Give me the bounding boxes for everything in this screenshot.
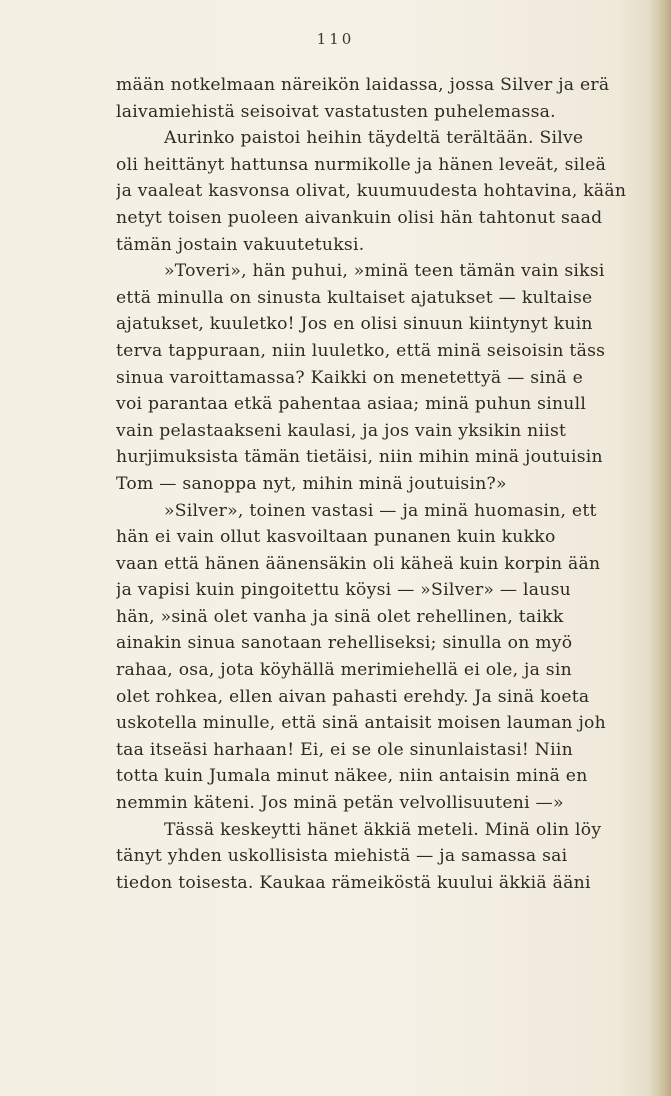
text-line: netyt toisen puoleen aivankuin olisi hän tahtonut saad [116, 207, 603, 228]
text-line: ja vaaleat kasvonsa olivat, kuumuudesta hohtavina, kään [116, 181, 627, 202]
text-line: olet rohkea, ellen aivan pahasti erehdy. Ja sinä koeta [116, 686, 590, 707]
text-line: tämän jostain vakuutetuksi. [116, 234, 365, 255]
text-line: terva tappuraan, niin luuletko, että minä seisoisin täss [116, 340, 606, 361]
text-line: tiedon toisesta. Kaukaa rämeiköstä kuului äkkiä ääni [116, 872, 591, 893]
text-line: laivamiehistä seisoivat vastatusten puhelemassa. [116, 101, 556, 122]
body-text [116, 72, 656, 896]
text-line: nemmin käteni. Jos minä petän velvollisuuteni —» [116, 793, 564, 814]
text-line: voi parantaa etkä pahentaa asiaa; minä puhun sinull [116, 394, 587, 415]
text-line: tänyt yhden uskollisista miehistä — ja samassa sai [116, 846, 568, 867]
text-line: hän, »sinä olet vanha ja sinä olet rehellinen, taikk [116, 606, 564, 627]
text-line: Tässä keskeytti hänet äkkiä meteli. Minä olin löy [164, 819, 602, 840]
text-line: rahaa, osa, jota köyhällä merimiehellä ei ole, ja sin [116, 660, 572, 681]
text-line: Tom — sanoppa nyt, mihin minä joutuisin?» [116, 473, 507, 494]
text-line: Aurinko paistoi heihin täydeltä terältään. Silve [164, 128, 584, 149]
text-line: »Silver», toinen vastasi — ja minä huomasin, ett [164, 500, 597, 521]
text-line: vain pelastaakseni kaulasi, ja jos vain yksikin niist [116, 420, 567, 441]
text-line: ainakin sinua sanotaan rehelliseksi; sinulla on myö [116, 633, 573, 654]
text-line: hurjimuksista tämän tietäisi, niin mihin minä joutuisin [116, 447, 603, 468]
text-line: vaan että hänen äänensäkin oli käheä kuin korpin ään [116, 553, 601, 574]
text-line: sinua varoittamassa? Kaikki on menetettyä — sinä e [116, 367, 584, 388]
text-line: hän ei vain ollut kasvoiltaan punanen kuin kukko [116, 527, 556, 548]
text-line: totta kuin Jumala minut näkee, niin antaisin minä en [116, 766, 588, 787]
text-line: että minulla on sinusta kultaiset ajatukset — kultaise [116, 287, 593, 308]
page-number: 110 [316, 30, 355, 48]
text-line: ja vapisi kuin pingoitettu köysi — »Silver» — lausu [116, 580, 572, 601]
text-line: ajatukset, kuuletko! Jos en olisi sinuun kiintynyt kuin [116, 314, 593, 335]
text-line: taa itseäsi harhaan! Ei, ei se ole sinunlaistasi! Niin [116, 739, 573, 760]
text-line: oli heittänyt hattunsa nurmikolle ja hänen leveät, sileä [116, 154, 607, 175]
text-line: uskotella minulle, että sinä antaisit moisen lauman joh [116, 713, 606, 734]
text-line: mään notkelmaan näreikön laidassa, jossa Silver ja erä [116, 75, 610, 95]
text-line: »Toveri», hän puhui, »minä teen tämän vain siksi [164, 261, 605, 282]
